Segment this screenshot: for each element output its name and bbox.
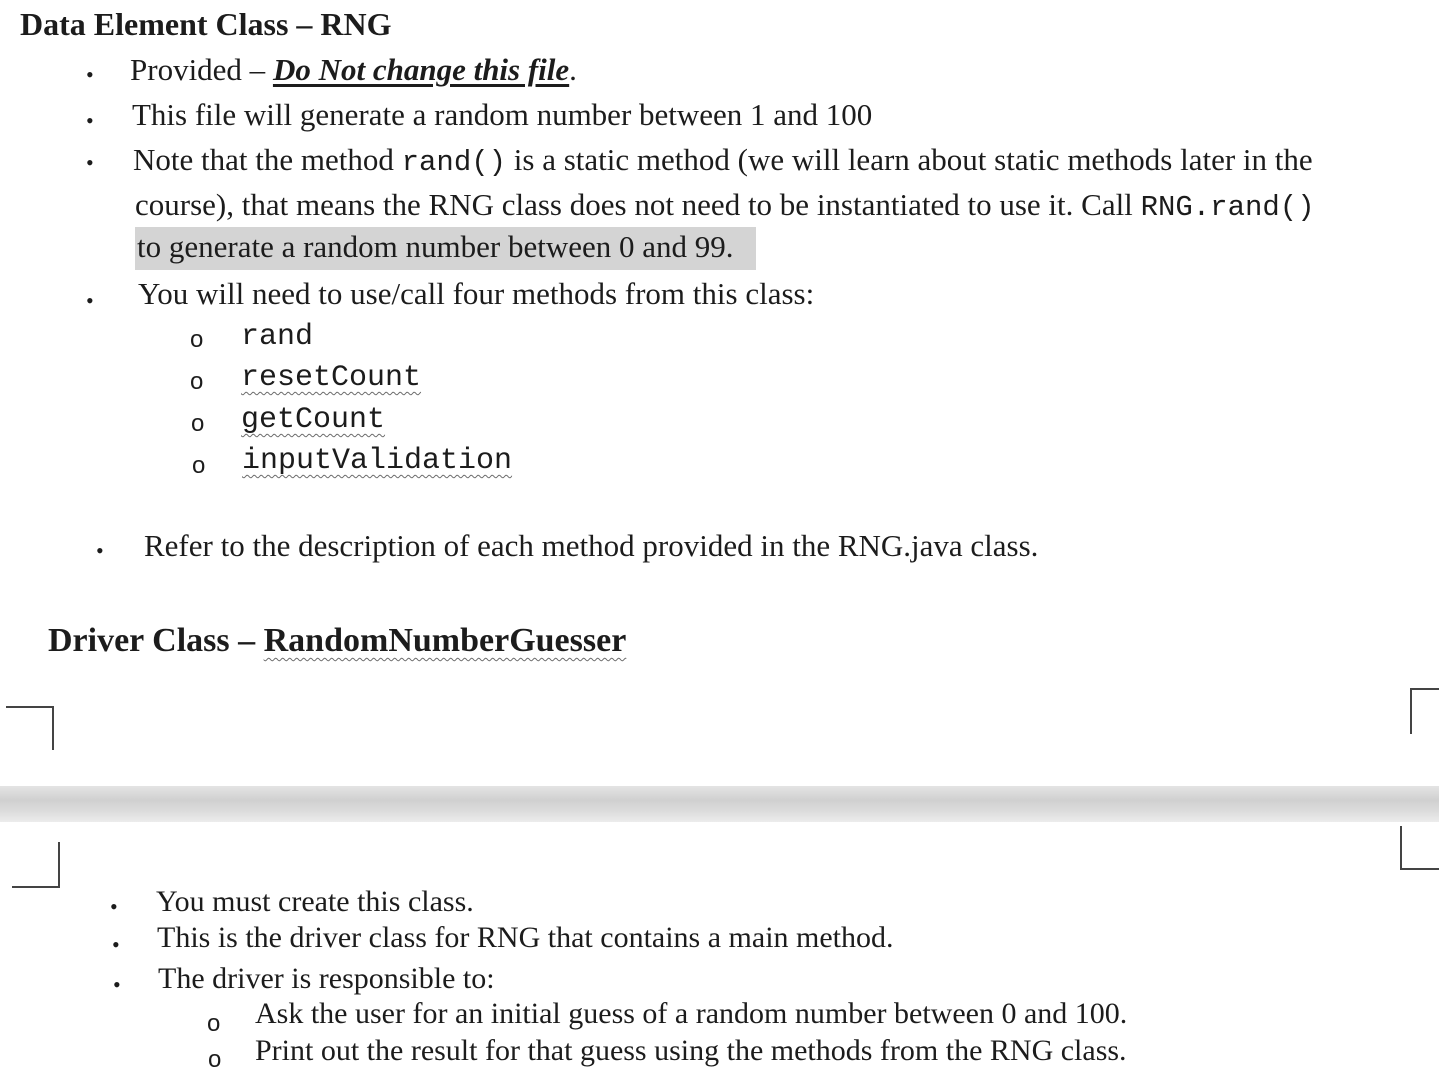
section-title-driver <box>48 622 626 660</box>
section-title-rng: Data Element Class – RNG <box>20 6 392 42</box>
sub-bullet-icon: o <box>190 326 204 353</box>
note-line2-text: course), that means the RNG class does not need to be instantiated to use it. Call <box>135 187 1141 222</box>
bullet-icon: • <box>86 108 94 133</box>
bullet-icon: • <box>113 972 121 997</box>
page-corner-mark <box>12 842 60 888</box>
bullet-icon: • <box>86 62 94 87</box>
bullet-icon: • <box>96 538 104 563</box>
note-line-3 <box>135 229 756 265</box>
rand-code: rand() <box>401 146 507 179</box>
method-inputvalidation: inputValidation <box>242 444 513 478</box>
driver-bullet-1: You must create this class. <box>156 885 474 918</box>
page-corner-mark <box>1400 826 1439 870</box>
sub-bullet-icon: o <box>190 368 204 395</box>
use-four-line: You will need to use/call four methods from this class: <box>138 276 815 311</box>
sub-bullet-icon: o <box>208 1046 222 1073</box>
generate-line: This file will generate a random number between 1 and 100 <box>132 97 873 132</box>
method-getcount: getCount <box>241 403 386 437</box>
note-text-a: Note that the method <box>133 142 402 177</box>
do-not-change-emphasis: Do Not change this file <box>272 52 570 87</box>
provided-prefix: Provided – <box>130 52 273 87</box>
bullet-icon: • <box>112 932 120 957</box>
bullet-icon: • <box>86 288 94 313</box>
provided-suffix: . <box>569 52 577 87</box>
driver-title-prefix: Driver Class – <box>48 622 264 659</box>
driver-bullet-3: The driver is responsible to: <box>158 962 495 995</box>
page-corner-mark <box>1410 688 1439 734</box>
rng-rand-code: RNG.rand() <box>1140 191 1315 224</box>
provided-line <box>130 52 577 88</box>
page-corner-mark <box>6 706 54 750</box>
driver-sub-item-2: Print out the result for that guess using the methods from the RNG class. <box>255 1034 1127 1067</box>
note-line-1 <box>133 142 1313 179</box>
note-line-2 <box>135 187 1315 224</box>
driver-sub-item-1: Ask the user for an initial guess of a random number between 0 and 100. <box>255 997 1128 1030</box>
sub-bullet-icon: o <box>192 452 206 479</box>
page-break <box>0 786 1439 822</box>
sub-bullet-icon: o <box>191 410 205 437</box>
refer-line: Refer to the description of each method provided in the RNG.java class. <box>144 528 1039 563</box>
sub-bullet-icon: o <box>207 1010 221 1037</box>
bullet-icon: • <box>110 894 118 919</box>
driver-class-name: RandomNumberGuesser <box>263 622 627 659</box>
method-resetcount: resetCount <box>241 361 422 395</box>
highlighted-text: to generate a random number between 0 and 99. <box>135 227 756 270</box>
method-rand: rand <box>241 320 314 354</box>
driver-bullet-2: This is the driver class for RNG that contains a main method. <box>157 921 894 954</box>
note-text-b: is a static method (we will learn about static methods later in the <box>506 142 1313 177</box>
bullet-icon: • <box>86 150 94 175</box>
